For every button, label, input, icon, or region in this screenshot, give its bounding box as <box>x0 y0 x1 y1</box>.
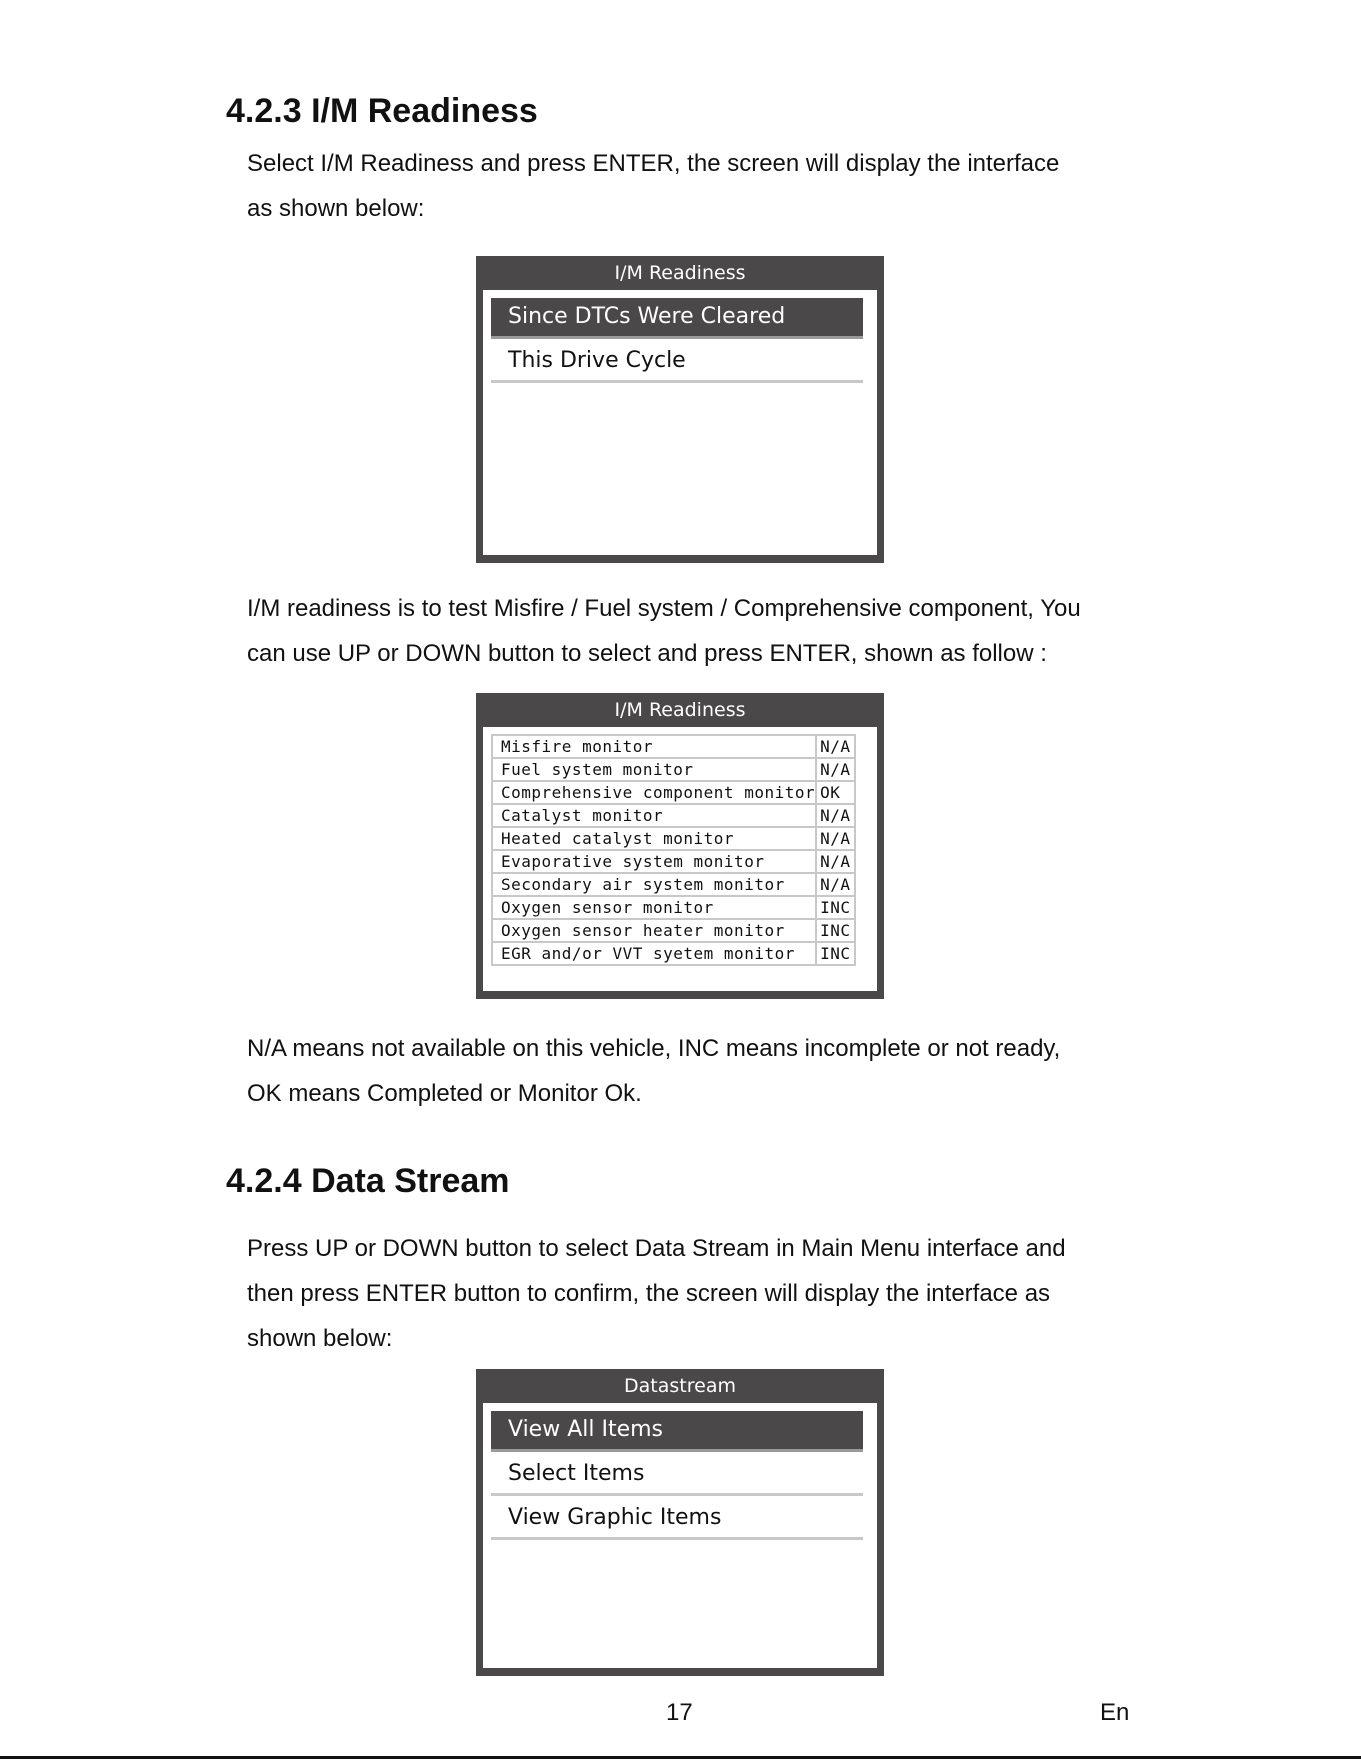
page-number: 17 <box>666 1699 693 1726</box>
monitor-name: Comprehensive component monitor <box>492 781 816 804</box>
im-readiness-status-screen <box>476 693 884 999</box>
datastream-menu <box>491 1411 863 1543</box>
monitor-status: N/A <box>816 827 855 850</box>
monitor-name: EGR and/or VVT syetem monitor <box>492 942 816 965</box>
section-heading-im-readiness: 4.2.3 I/M Readiness <box>226 92 538 130</box>
table-row <box>492 804 855 827</box>
bottom-rule <box>0 1756 1361 1759</box>
monitor-name: Secondary air system monitor <box>492 873 816 896</box>
monitor-name: Evaporative system monitor <box>492 850 816 873</box>
monitor-status: N/A <box>816 735 855 758</box>
monitor-name: Fuel system monitor <box>492 758 816 781</box>
im-readiness-description: I/M readiness is to test Misfire / Fuel system / Comprehensive component, You can use UP or DOWN button to select and press ENTER, shown as follow : <box>247 595 1081 667</box>
table-row <box>492 735 855 758</box>
monitor-status: N/A <box>816 804 855 827</box>
monitor-status: INC <box>816 942 855 965</box>
table-row <box>492 827 855 850</box>
monitor-name: Heated catalyst monitor <box>492 827 816 850</box>
menu-item-view-all-items[interactable]: View All Items <box>491 1411 863 1452</box>
status-legend-note: N/A means not available on this vehicle, INC means incomplete or not ready, OK means Completed or Monitor Ok. <box>247 1035 1061 1107</box>
table-row <box>492 919 855 942</box>
menu-item-this-drive-cycle[interactable]: This Drive Cycle <box>491 342 863 383</box>
table-row <box>492 896 855 919</box>
monitor-status: INC <box>816 896 855 919</box>
section-heading-data-stream: 4.2.4 Data Stream <box>226 1162 510 1200</box>
screen-title: Datastream <box>624 1375 736 1397</box>
monitor-name: Oxygen sensor monitor <box>492 896 816 919</box>
menu-item-view-graphic-items[interactable]: View Graphic Items <box>491 1499 863 1540</box>
datastream-menu-screen <box>476 1369 884 1676</box>
monitor-status: INC <box>816 919 855 942</box>
table-row <box>492 850 855 873</box>
screen-title: I/M Readiness <box>614 699 746 721</box>
monitor-status-table <box>491 734 856 966</box>
monitor-name: Oxygen sensor heater monitor <box>492 919 816 942</box>
data-stream-intro: Press UP or DOWN button to select Data Stream in Main Menu interface and then press ENTER button to confirm, the screen will display the interface as shown below: <box>247 1235 1066 1352</box>
monitor-status: N/A <box>816 850 855 873</box>
monitor-status: N/A <box>816 873 855 896</box>
screen-title: I/M Readiness <box>614 262 746 284</box>
im-readiness-menu <box>491 298 863 386</box>
monitor-name: Misfire monitor <box>492 735 816 758</box>
table-row <box>492 873 855 896</box>
menu-item-since-dtcs-cleared[interactable]: Since DTCs Were Cleared <box>491 298 863 339</box>
table-row <box>492 758 855 781</box>
im-readiness-intro: Select I/M Readiness and press ENTER, the screen will display the interface as shown below: <box>247 150 1060 222</box>
table-row <box>492 942 855 965</box>
im-readiness-menu-screen <box>476 256 884 563</box>
monitor-status: OK <box>816 781 855 804</box>
monitor-name: Catalyst monitor <box>492 804 816 827</box>
language-tag: En <box>1100 1699 1130 1726</box>
menu-item-select-items[interactable]: Select Items <box>491 1455 863 1496</box>
monitor-status: N/A <box>816 758 855 781</box>
table-row <box>492 781 855 804</box>
